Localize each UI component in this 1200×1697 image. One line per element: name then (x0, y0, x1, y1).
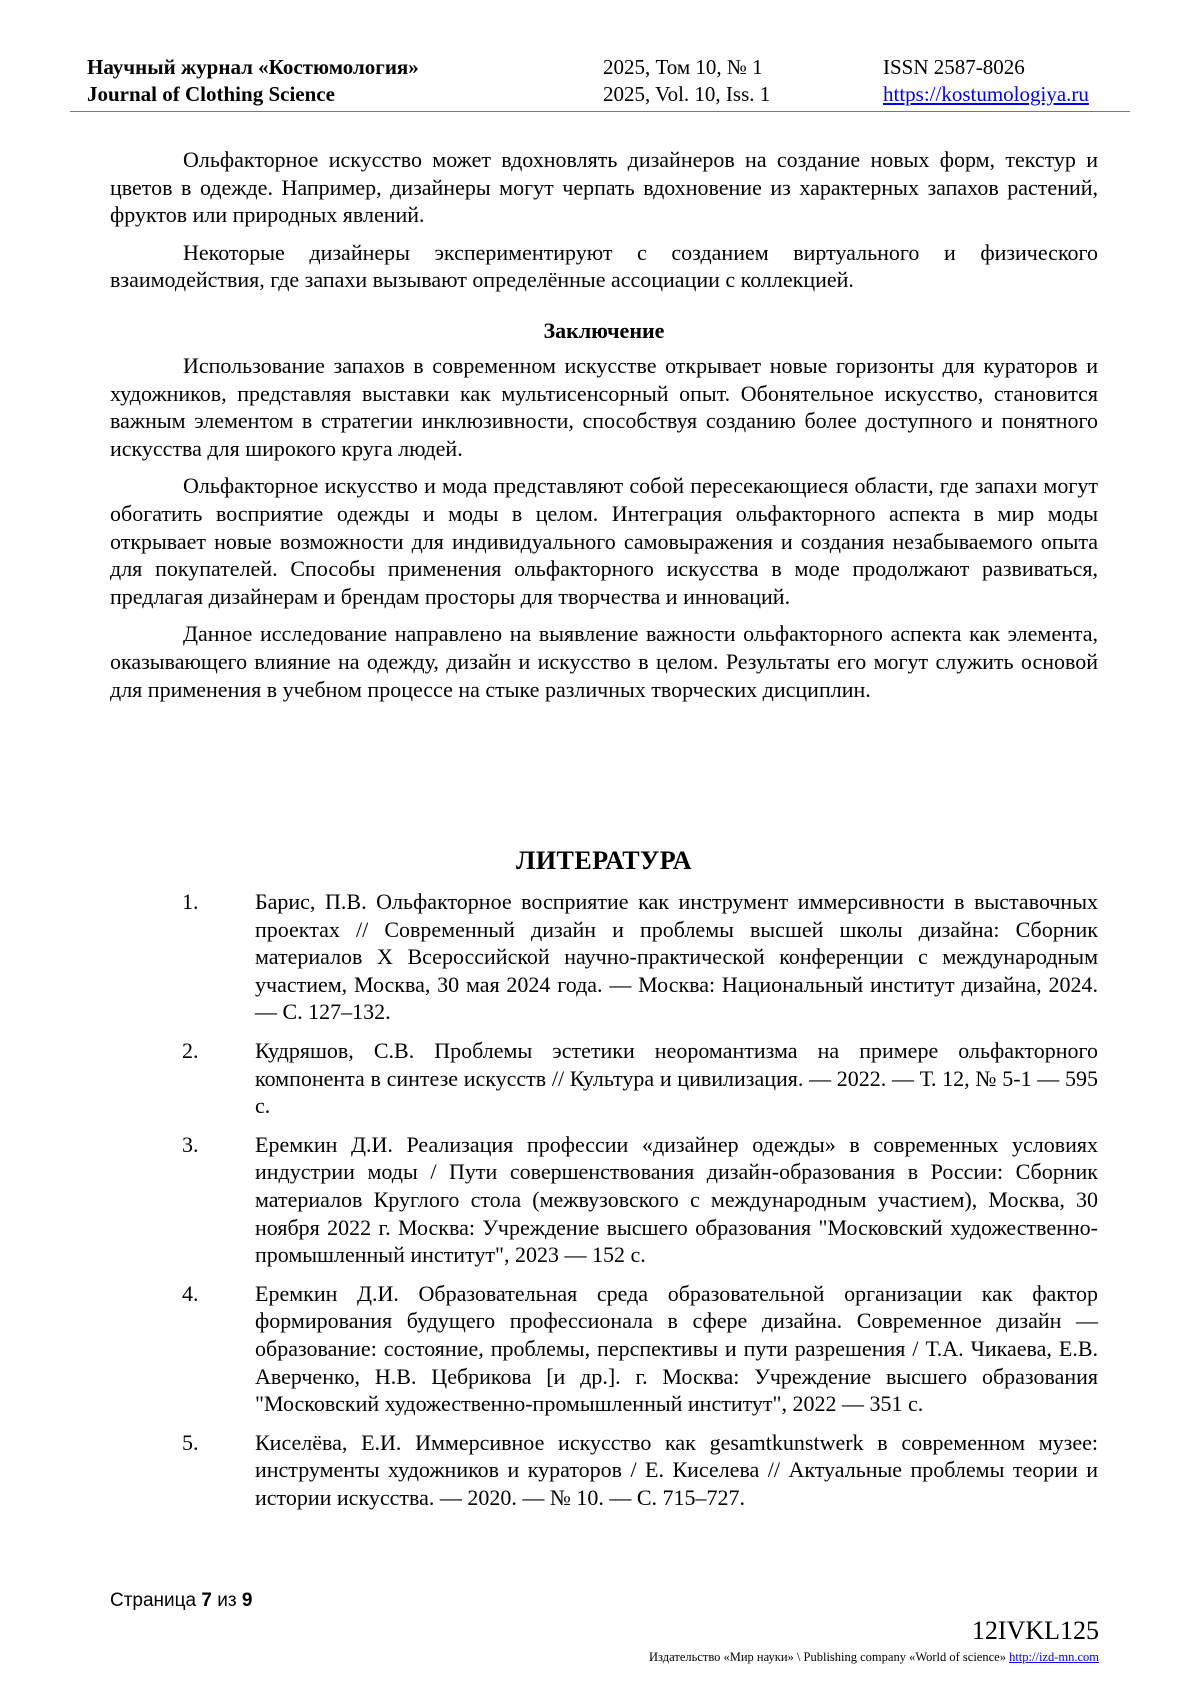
conclusion-body (110, 352, 1098, 713)
conclusion-heading: Заключение (543, 318, 665, 343)
issn-block (883, 54, 1089, 108)
issue-ru: 2025, Том 10, № 1 (603, 55, 763, 79)
reference-number: 4. (182, 1280, 199, 1306)
paragraph: Использование запахов в современном искусстве открывает новые горизонты для кураторов и художников, представляя выставки как мультисенсорный опыт. Обонятельное искусство, становится важным элементом в стратегии инклюзивности, способствуя созданию более доступного и понятного искусства для широкого круга людей. (110, 353, 1098, 461)
paragraph: Данное исследование направлено на выявление важности ольфакторного аспекта как элемента, оказывающего влияние на одежду, дизайн и искусство в целом. Результаты его могут служить основой для применения в учебном процессе на стыке различных творческих дисциплин. (110, 621, 1098, 702)
article-code: 12IVKL125 (971, 1616, 1099, 1645)
issue-block (603, 54, 770, 108)
issue-en: 2025, Vol. 10, Iss. 1 (603, 82, 771, 106)
reference-item (110, 1429, 1098, 1512)
body-top (110, 146, 1098, 304)
reference-text: Киселёва, Е.И. Иммерсивное искусство как gesamtkunstwerk в современном музее: инструменты художников и кураторов / Е. Киселева // Актуальные проблемы теории и истории искусства. — 2020. — № 10. — С. 715–727. (255, 1429, 1098, 1510)
header-divider (70, 111, 1130, 112)
page-prefix: Страница (110, 1590, 197, 1611)
page-current: 7 (201, 1590, 212, 1611)
reference-item (110, 1280, 1098, 1418)
reference-text: Кудряшов, С.В. Проблемы эстетики неоромантизма на примере ольфакторного компонента в синтезе искусств // Культура и цивилизация. — 2022. — Т. 12, № 5-1 — 595 с. (255, 1037, 1098, 1119)
publisher-link[interactable]: http://izd-mn.com (1009, 1650, 1099, 1664)
journal-title-en: Journal of Clothing Science (87, 82, 335, 106)
publisher-line (649, 1650, 1099, 1665)
references-heading: ЛИТЕРАТУРА (515, 846, 693, 875)
issn: ISSN 2587-8026 (883, 55, 1025, 79)
reference-item (110, 1131, 1098, 1269)
paragraph: Ольфакторное искусство и мода представляют собой пересекающиеся области, где запахи могут обогатить восприятие одежды и моды в целом. Интеграция ольфакторного аспекта в мир моды открывает новые возможности для индивидуального самовыражения и создания незабываемого опыта для покупателей. Способы применения ольфакторного искусства в моде продолжают развиваться, предлагая дизайнерам и брендам просторы для творчества и инноваций. (110, 473, 1098, 609)
page-indicator (110, 1590, 252, 1612)
page-total: 9 (241, 1590, 253, 1611)
page-header (87, 54, 1113, 108)
references-list (110, 888, 1098, 1522)
paragraph: Ольфакторное искусство может вдохновлять дизайнеров на создание новых форм, текстур и цветов в одежде. Например, дизайнеры могут черпать вдохновение из характерных запахов растений, фруктов или природных явлений. (110, 147, 1098, 228)
page-separator: из (217, 1590, 237, 1611)
reference-number: 5. (182, 1429, 199, 1455)
journal-title-block (87, 54, 419, 108)
reference-number: 2. (182, 1037, 199, 1063)
reference-item (110, 888, 1098, 1026)
journal-url-link[interactable]: https://kostumologiya.ru (883, 82, 1089, 106)
reference-number: 3. (182, 1131, 199, 1157)
journal-title-ru: Научный журнал «Костюмология» (87, 55, 419, 79)
reference-text: Барис, П.В. Ольфакторное восприятие как инструмент иммерсивности в выставочных проектах // Современный дизайн и проблемы высшей школы дизайна: Сборник материалов X Всероссийской научно-практической конференции с международным участием, Москва, 30 мая 2024 года. — Москва: Национальный институт дизайна, 2024. — С. 127–132. (255, 889, 1098, 1025)
reference-text: Еремкин Д.И. Образовательная среда образовательной организации как фактор формирования будущего профессионала в сфере дизайна. Современное дизайн — образование: состояние, проблемы, перспективы и пути разрешения / Т.А. Чикаева, Е.В. Аверченко, Н.В. Цебрикова [и др.]. г. Москва: Учреждение высшего образования "Московский художественно-промышленный институт", 2022 — 351 с. (255, 1280, 1098, 1417)
paragraph: Некоторые дизайнеры экспериментируют с созданием виртуального и физического взаимодействия, где запахи вызывают определённые ассоциации с коллекцией. (110, 239, 1098, 293)
reference-text: Еремкин Д.И. Реализация профессии «дизайнер одежды» в современных условиях индустрии моды / Пути совершенствования дизайн-образования в России: Сборник материалов Круглого стола (межвузовского с международным участием), Москва, 30 ноября 2022 г. Москва: Учреждение высшего образования "Московский художественно-промышленный институт", 2023 — 152 с. (255, 1131, 1098, 1268)
publisher-text: Издательство «Мир науки» \ Publishing company «World of science» (649, 1650, 1006, 1664)
reference-number: 1. (182, 889, 199, 914)
reference-item (110, 1037, 1098, 1120)
